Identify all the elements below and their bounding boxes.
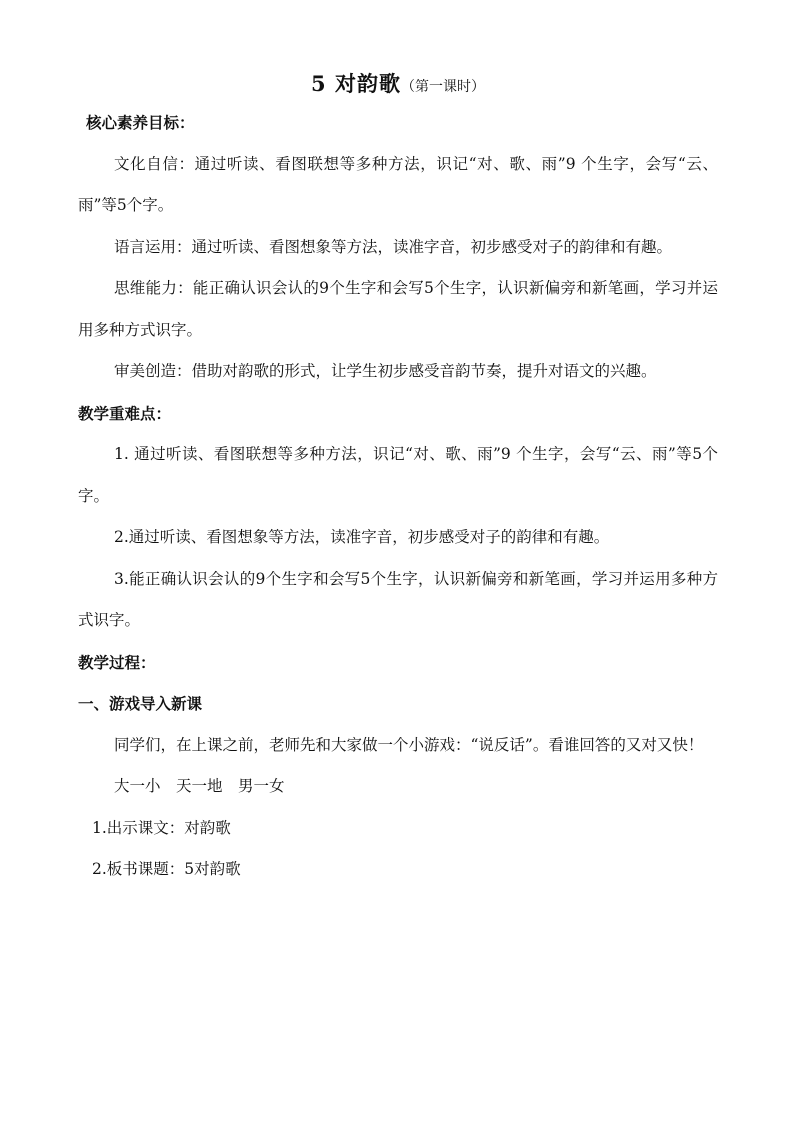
- intro-paragraph: 同学们，在上课之前，老师先和大家做一个小游戏：“说反话”。看谁回答的又对又快！: [114, 735, 704, 754]
- part1-heading: 一、游戏导入新课: [78, 694, 203, 713]
- key-points-heading: 教学重难点：: [78, 403, 172, 423]
- title-sub: （第一课时）: [400, 79, 485, 95]
- document-page: [78, 58, 718, 891]
- goal-paragraph: 文化自信：通过听读、看图联想等多种方法，识记“对、歌、雨”9 个生字，会写“云、雨”等5个字。: [78, 154, 718, 214]
- step-item: 2.板书课题：5对韵歌: [92, 860, 241, 878]
- key-point-paragraph: 1. 通过听读、看图联想等多种方法，识记“对、歌、雨”9 个生字，会写“云、雨”等5个字。: [78, 445, 718, 505]
- step-item: 1.出示课文：对韵歌: [92, 818, 231, 837]
- goal-paragraph: 思维能力：能正确认识会认的9个生字和会写5个生字，认识新偏旁和新笔画，学习并运用多种方式识字。: [78, 279, 718, 339]
- document-title: [78, 58, 718, 102]
- title-main: 5 对韵歌: [311, 71, 401, 96]
- core-goals-heading: 核心素养目标：: [86, 113, 195, 132]
- key-point-paragraph: 3.能正确认识会认的9个生字和会写5个生字，认识新偏旁和新笔画，学习并运用多种方式识字。: [78, 569, 718, 629]
- antonym-pairs: 大一小 天一地 男一女: [114, 777, 285, 795]
- goal-paragraph: 语言运用：通过听读、看图想象等方法，读准字音，初步感受对子的韵律和有趣。: [114, 237, 673, 256]
- goal-paragraph: 审美创造：借助对韵歌的形式，让学生初步感受音韵节奏，提升对语文的兴趣。: [114, 362, 657, 380]
- process-heading: 教学过程：: [78, 652, 156, 672]
- key-point-paragraph: 2.通过听读、看图想象等方法，读准字音，初步感受对子的韵律和有趣。: [114, 528, 610, 546]
